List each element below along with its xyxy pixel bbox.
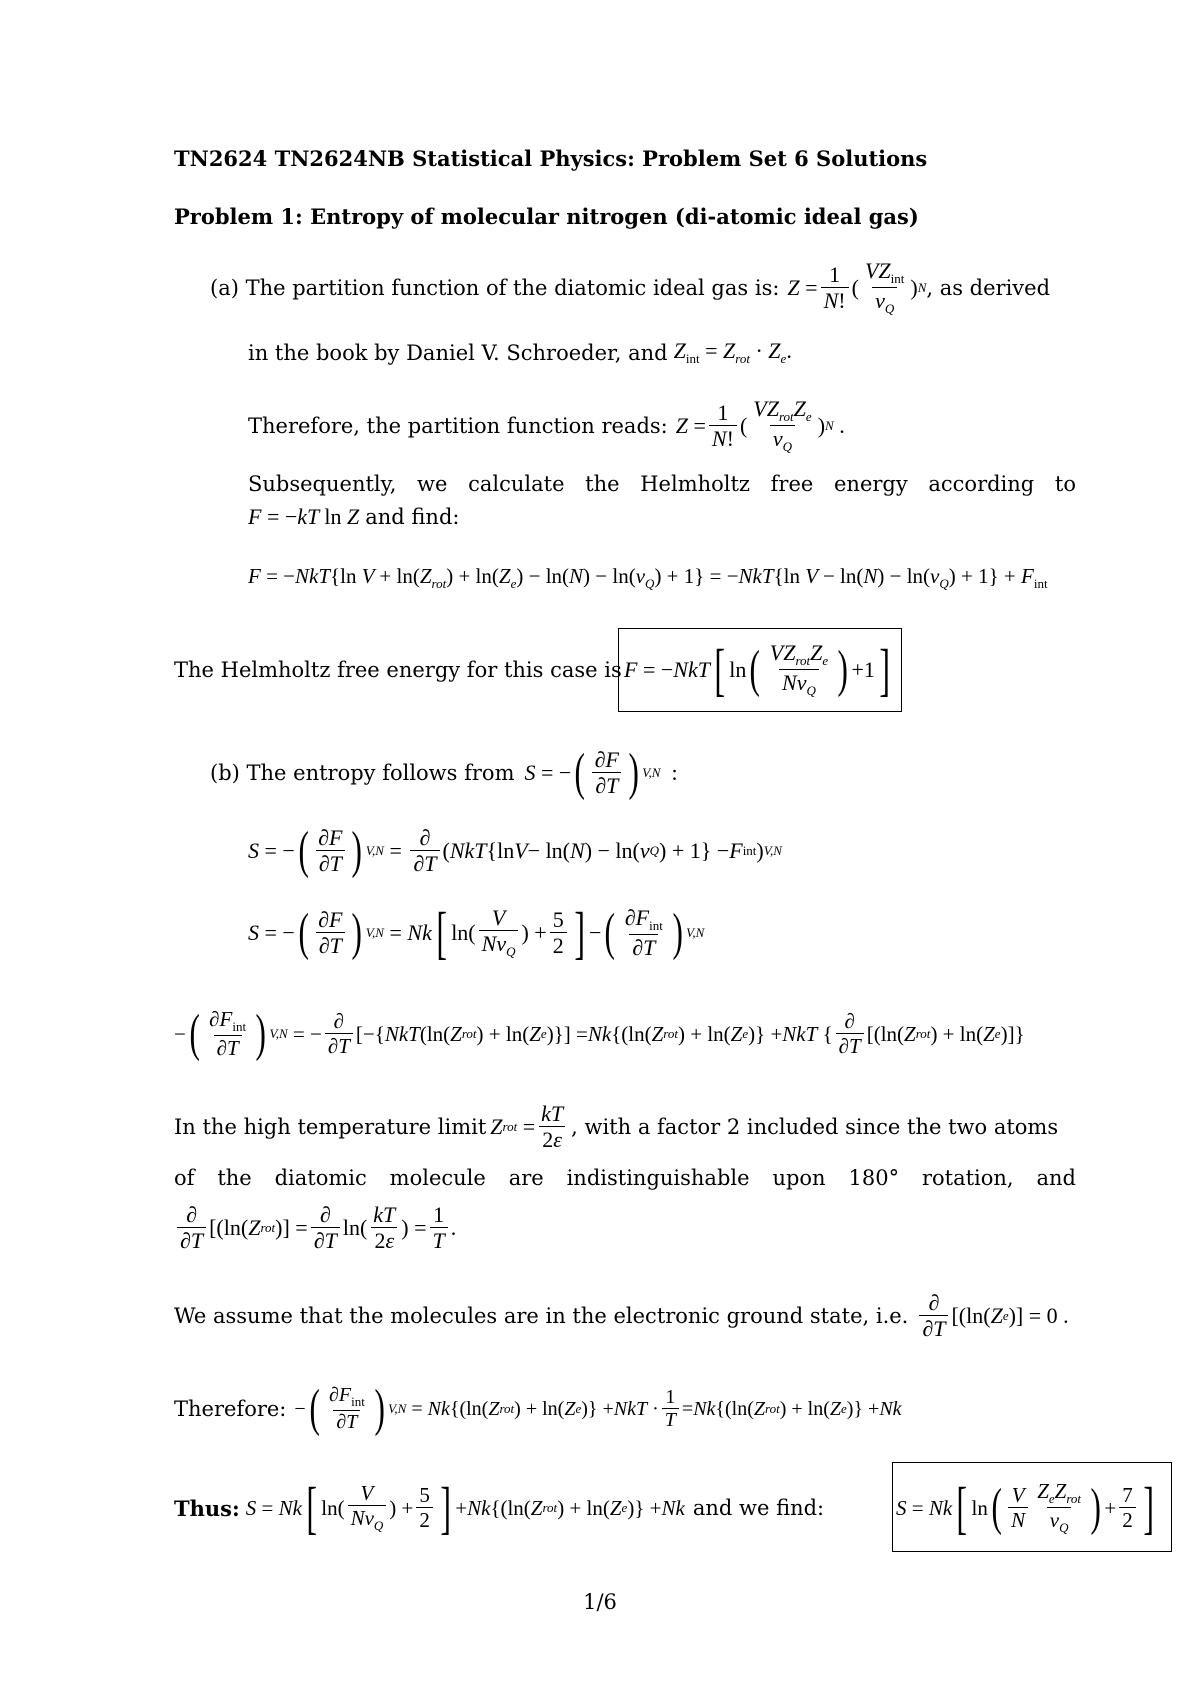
subsequently-2-text: and find: [365, 505, 460, 529]
part-a-intro [210, 258, 1050, 318]
dze-eq: $\frac{\partial}{\partial T}$ [(ln( Z e )] = 0 . [916, 1291, 1068, 1341]
part-a-line2-text: in the book by Daniel V. Schroeder, and [248, 340, 668, 365]
and-we-find-text: and we find: [692, 1496, 825, 1520]
part-a-therefore [248, 396, 845, 456]
zint-eq: $Z_{int} = Z_{rot} \cdot Z_e$. [673, 338, 792, 366]
dfint-eq: − ( $\frac{\partial F_{int}}{\partial T}$ ) V,N = − $\frac{\partial}{\partial T}$ [−{ NkT (ln( Z rot ) + ln( Z e )}] = Nk {(ln( Z rot ) + ln( Z e )} + NkT { $\frac{\partial}{\partial T}$ [(ln( Z rot ) + ln( Z e )]} [174, 1005, 1025, 1062]
therefore-eq: − ( $\frac{\partial F_{int}}{\partial T}$ ) V,N = Nk {(ln( Z rot ) + ln( Z e )} + NkT · $\frac{1}{T}$ = Nk {(ln( Z rot ) + ln( Z e )} + Nk [294, 1380, 902, 1437]
therefore-text: Therefore: [174, 1397, 287, 1421]
helmholtz-case-text: The Helmholtz free energy for this case is [174, 658, 622, 682]
part-a-line2 [248, 338, 792, 367]
high-temp-line-3: of the diatomic molecule are indistinguishable upon 180° rotation, and [174, 1166, 1076, 1190]
high-temp-text-2: , with a factor 2 included since the two atoms [571, 1115, 1059, 1139]
problem-1-heading: Problem 1: Entropy of molecular nitrogen (di-atomic ideal gas) [174, 204, 919, 229]
thus-eq: S = Nk [ ln( $\frac{V}{Nv_Q}$ ) + $\frac{5}{2}$ ] + Nk {(ln( Z rot ) + ln( Z e )} + Nk [245, 1475, 685, 1540]
page-title: TN2624 TN2624NB Statistical Physics: Problem Set 6 Solutions [174, 146, 928, 171]
f-def-eq: F = −kT ln Z [248, 504, 360, 529]
part-a-therefore-text: Therefore, the partition function reads: [248, 414, 668, 438]
part-b-intro [210, 740, 678, 806]
high-temp-text-1: In the high temperature limit [174, 1115, 487, 1139]
helmholtz-long-eq: F = −NkT{ln $V + \ln(Z_{rot}) + \ln(Z_e) - \ln(N) - \ln(v_Q) + 1\} = -NkT\{\ln$ $V - \ln(N) - \ln(v_Q) + 1\} + F_{int}$ [248, 564, 1048, 591]
zrot-eq: Z rot = $\frac{kT}{2\varepsilon}$ [490, 1100, 564, 1152]
subsequently-line-2 [248, 504, 459, 530]
thus-text: Thus: [174, 1495, 240, 1521]
page-number: 1/6 [583, 1590, 617, 1614]
thus-line [174, 1470, 824, 1546]
partition-function-full-eq: Z = $\frac{1}{N!}$ ( $\frac{VZ_{rot}Z_e}{v_Q}$ ) N . [675, 396, 845, 454]
helmholtz-result-eq: F = − NkT [ ln ( $\frac{VZ_{rot}Z_e}{Nv_Q}$ ) +1 ] [624, 637, 890, 702]
entropy-eq-2: S = − ( $\frac{\partial F}{\partial T}$ ) V,N = Nk [ ln( $\frac{V}{Nv_Q}$ ) + $\frac{5}{2}$ ] − ( $\frac{\partial F_{int}}{\partial T}$ ) V,N [248, 900, 705, 965]
part-b-intro-text: (b) The entropy follows from [210, 761, 515, 785]
partition-function-eq: Z = $\frac{1}{N!}$ ( $\frac{VZ_{int}}{v_Q}$ ) N [787, 258, 927, 316]
high-temp-line [174, 1096, 1076, 1158]
part-a-intro-text: (a) The partition function of the diatomic ideal gas is: [210, 276, 780, 300]
entropy-result-eq: S = Nk [ ln ( $\frac{V}{N}$ $\frac{Z_eZ_{rot}}{v_Q}$ ) + $\frac{7}{2}$ ] [896, 1475, 1154, 1540]
therefore-line [174, 1374, 902, 1444]
part-a-suffix: , as derived [926, 276, 1051, 300]
subsequently-line: Subsequently, we calculate the Helmholtz free energy according to [248, 472, 1076, 496]
ground-state-line [174, 1284, 1069, 1348]
ground-state-text: We assume that the molecules are in the electronic ground state, i.e. [174, 1304, 909, 1328]
entropy-def-eq: S = − ( $\frac{\partial F}{\partial T}$ ) V,N : [524, 744, 678, 801]
dzrot-eq: $\frac{\partial}{\partial T}$ [(ln( Z rot )] = $\frac{\partial}{\partial T}$ ln( $\frac{kT}{2\varepsilon}$ ) = $\frac{1}{T}$ . [174, 1196, 456, 1260]
entropy-eq-1: S = − ( $\frac{\partial F}{\partial T}$ ) V,N = $\frac{\partial}{\partial T}$ ( NkT {ln V − ln( N ) − ln( v Q ) + 1} − F int ) V,N [248, 822, 782, 879]
